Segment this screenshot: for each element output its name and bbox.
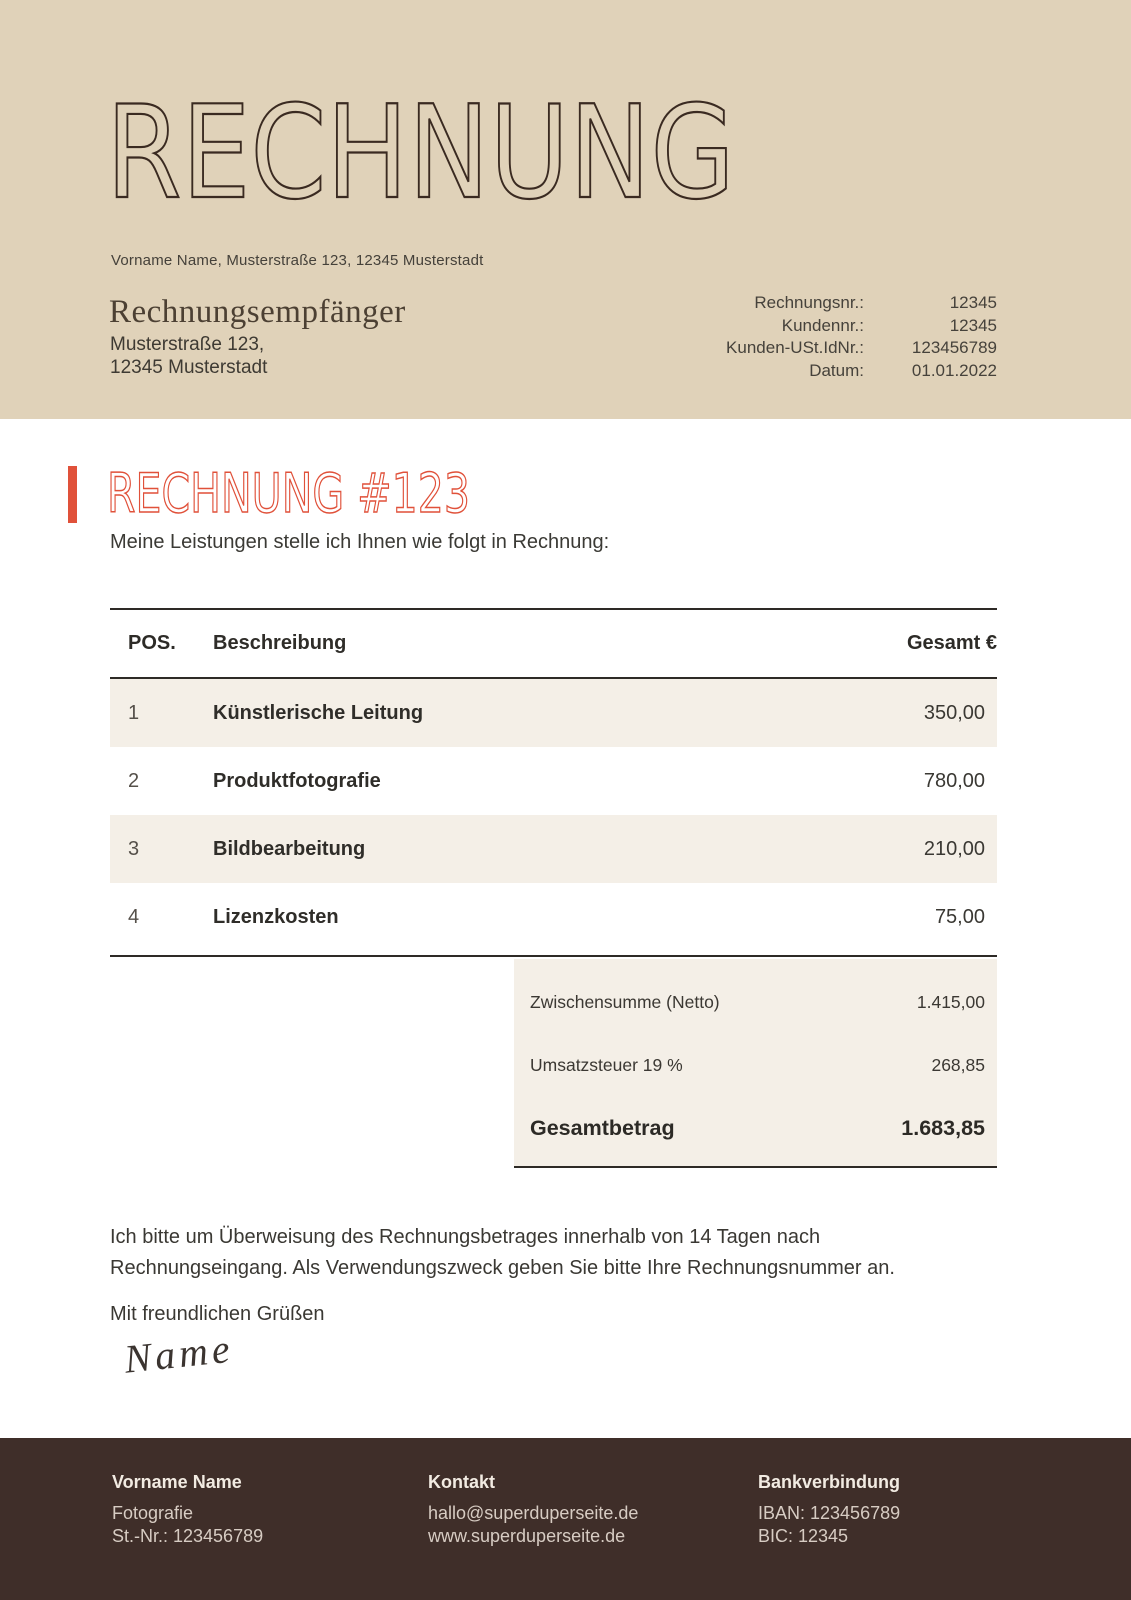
items-table	[110, 608, 997, 957]
intro-text: Meine Leistungen stelle ich Ihnen wie folgt in Rechnung:	[110, 531, 610, 553]
footer-owner-tax-number: St.-Nr.: 123456789	[112, 1525, 264, 1546]
cell-description: Lizenzkosten	[213, 905, 339, 928]
summary-label: Zwischensumme (Netto)	[530, 992, 720, 1012]
summary-row-vat	[530, 1034, 985, 1097]
footer-column-bank	[758, 1472, 900, 1547]
header-section	[0, 0, 1131, 419]
footer-contact-title: Kontakt	[428, 1472, 495, 1492]
table-bottom-rule	[110, 955, 997, 957]
footer-column-contact	[428, 1472, 638, 1547]
accent-bar	[68, 466, 77, 523]
meta-row-customer-number	[614, 315, 997, 338]
invoice-meta	[614, 292, 997, 382]
table-row	[110, 815, 997, 883]
cell-total: 350,00	[923, 701, 985, 724]
cell-description: Produktfotografie	[213, 769, 381, 792]
summary-value: 1.415,00	[916, 992, 985, 1012]
footer-section	[0, 1438, 1131, 1600]
table-body	[110, 679, 997, 951]
closing-text: Mit freundlichen Grüßen	[110, 1303, 325, 1325]
recipient-address-line1: Musterstraße 123,	[110, 334, 265, 355]
summary-value: 268,85	[931, 1055, 985, 1075]
footer-owner-profession: Fotografie	[112, 1503, 194, 1523]
table-row	[110, 883, 997, 951]
footer-bank-title: Bankverbindung	[758, 1472, 901, 1492]
meta-label: Rechnungsnr.:	[754, 293, 864, 313]
invoice-heading: RECHNUNG #123	[107, 462, 470, 525]
table-row	[110, 747, 997, 815]
table-row	[110, 679, 997, 747]
meta-label: Datum:	[809, 360, 864, 380]
cell-total: 75,00	[934, 905, 985, 928]
recipient-address-line2: 12345 Musterstadt	[110, 356, 268, 378]
cell-total: 780,00	[923, 769, 985, 792]
footer-bank-bic: BIC: 12345	[758, 1525, 849, 1546]
recipient-address	[110, 334, 267, 379]
footer-column-owner	[112, 1472, 263, 1547]
cell-description: Bildbearbeitung	[213, 837, 366, 860]
recipient-title: Rechnungsempfänger	[109, 294, 406, 330]
meta-row-date	[614, 360, 997, 383]
meta-value: 12345	[949, 315, 997, 335]
cell-pos: 4	[128, 905, 140, 928]
cell-pos: 2	[128, 769, 140, 792]
meta-label: Kundennr.:	[781, 315, 864, 335]
meta-row-vat-id	[614, 337, 997, 360]
column-header-description: Beschreibung	[213, 632, 347, 654]
footer-contact-email: hallo@superduperseite.de	[428, 1503, 639, 1523]
summary-row-grand-total	[530, 1097, 985, 1160]
summary-label: Umsatzsteuer 19 %	[530, 1055, 683, 1075]
payment-note: Ich bitte um Überweisung des Rechnungsbetrages innerhalb von 14 Tagen nach Rechnungseingang. Als Verwendungszweck geben Sie bitte Ihre Rechnungsnummer an.	[110, 1226, 895, 1279]
cell-pos: 3	[128, 837, 140, 860]
summary-row-subtotal	[530, 971, 985, 1034]
column-header-total: Gesamt €	[906, 632, 997, 654]
cell-total: 210,00	[923, 837, 985, 860]
cell-description: Künstlerische Leitung	[213, 701, 424, 724]
page-title: RECHNUNG	[106, 79, 735, 228]
meta-row-invoice-number	[614, 292, 997, 315]
summary-value: 1.683,85	[901, 1116, 985, 1140]
footer-owner-name: Vorname Name	[112, 1472, 242, 1492]
footer-bank-iban: IBAN: 123456789	[758, 1503, 901, 1523]
meta-value: 12345	[949, 293, 997, 313]
meta-label: Kunden-USt.IdNr.:	[726, 338, 864, 358]
summary-label: Gesamtbetrag	[530, 1116, 675, 1140]
table-header-row	[110, 610, 997, 679]
totals-summary	[514, 959, 997, 1168]
cell-pos: 1	[128, 701, 140, 724]
meta-value: 123456789	[911, 338, 997, 358]
signature: Name	[122, 1325, 236, 1382]
meta-value: 01.01.2022	[911, 360, 997, 380]
footer-contact-website: www.superduperseite.de	[428, 1525, 626, 1546]
column-header-pos: POS.	[128, 632, 176, 654]
sender-address-line: Vorname Name, Musterstraße 123, 12345 Musterstadt	[111, 252, 484, 269]
